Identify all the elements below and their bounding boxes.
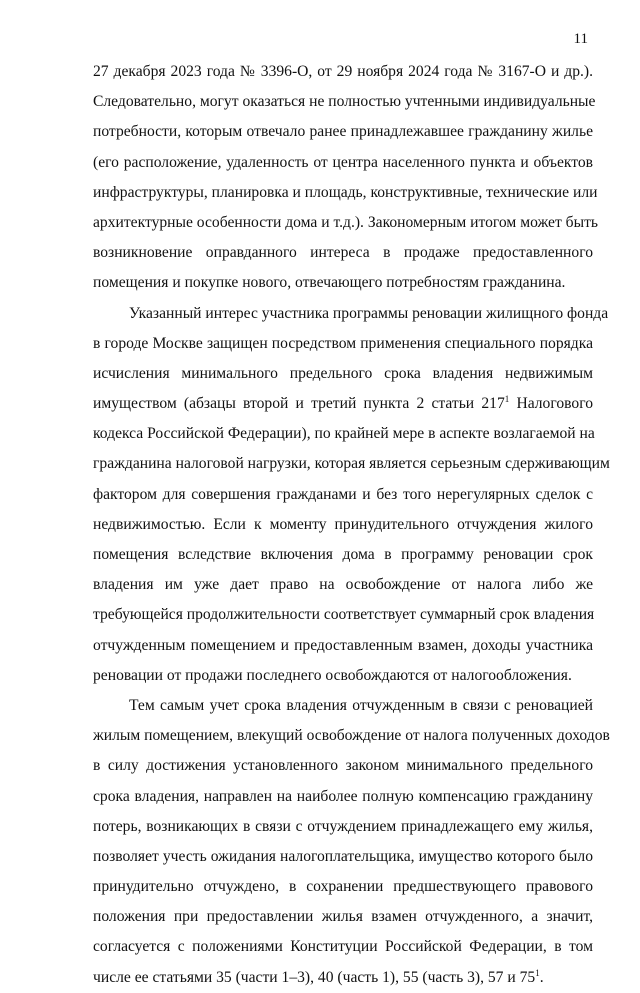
text-line: инфраструктуры, планировка и площадь, конструктивные, технические или <box>93 183 598 201</box>
text-line-with-footnote <box>93 963 593 993</box>
text-line: в силу достижения установленного законом минимального предельного <box>93 757 593 775</box>
text-line: кодекса Российской Федерации), по крайней мере в аспекте возлагаемой на <box>93 425 595 443</box>
text-line: отчужденным помещением и предоставленным взамен, доходы участника <box>93 636 593 654</box>
footnote-marker: 1 <box>504 394 510 405</box>
text-line: (его расположение, удаленность от центра населенного пункта и объектов <box>93 153 593 171</box>
text-line: владения им уже дает право на освобождение от налога либо же <box>93 576 593 594</box>
text-line: требующейся продолжительности соответствует суммарный срок владения <box>93 606 595 624</box>
text-line: принудительно отчуждено, в сохранении предшествующего правового <box>93 878 593 896</box>
footnote-marker: 1 <box>535 967 540 978</box>
paragraph-1 <box>93 57 599 299</box>
text-line: помещения и покупке нового, отвечающего потребностям гражданина. <box>93 274 566 292</box>
text-line: потребности, которым отвечало ранее принадлежавшее гражданину жилье <box>93 123 593 141</box>
text-line: жилым помещением, влекущий освобождение от налога полученных доходов <box>93 727 610 745</box>
text-line: исчисления минимального предельного срока владения недвижимым <box>93 364 593 382</box>
text-line: недвижимостью. Если к моменту принудительного отчуждения жилого <box>93 515 593 533</box>
text-line: положения при предоставлении жилья взамен отчужденного, а значит, <box>93 908 593 926</box>
document-body <box>93 57 610 993</box>
text-segment: Налогового <box>509 395 594 413</box>
text-segment: имуществом (абзацы второй и третий пункта 2 статьи 217 <box>93 395 505 413</box>
text-line: Тем самым учет срока владения отчужденным в связи с реновацией <box>129 696 593 714</box>
text-line: срока владения, направлен на наиболее полную компенсацию гражданину <box>93 787 593 805</box>
text-line: 27 декабря 2023 года № 3396-О, от 29 ноября 2024 года № 3167-О и др.). <box>93 63 593 80</box>
text-line: реновации от продажи последнего освобождаются от налогообложения. <box>93 666 572 684</box>
text-segment: . <box>539 968 544 986</box>
text-line: в городе Москве защищен посредством применения специального порядка <box>93 334 593 352</box>
text-line: помещения вследствие включения дома в программу реновации срок <box>93 546 593 563</box>
text-segment: числе ее статьями 35 (части 1–3), 40 (часть 1), 55 (часть 3), 57 и 75 <box>93 968 536 986</box>
paragraph-2 <box>93 299 610 691</box>
page-number: 11 <box>573 31 588 47</box>
text-line: согласуется с положениями Конституции Российской Федерации, в том <box>93 938 593 956</box>
text-line: гражданина налоговой нагрузки, которая является серьезным сдерживающим <box>93 455 610 473</box>
paragraph-3 <box>93 691 610 993</box>
text-line: потерь, возникающих в связи с отчуждением принадлежащего ему жилья, <box>93 817 593 835</box>
text-line-with-footnote <box>93 389 593 419</box>
text-line: фактором для совершения гражданами и без того нерегулярных сделок с <box>93 485 593 503</box>
text-line: позволяет учесть ожидания налогоплательщика, имущество которого было <box>93 847 593 865</box>
text-line: Указанный интерес участника программы реновации жилищного фонда <box>129 304 609 322</box>
text-line: возникновение оправданного интереса в продаже предоставленного <box>93 244 593 262</box>
text-line: Следовательно, могут оказаться не полностью учтенными индивидуальные <box>93 93 596 111</box>
text-line: архитектурные особенности дома и т.д.). Закономерным итогом может быть <box>93 213 599 231</box>
